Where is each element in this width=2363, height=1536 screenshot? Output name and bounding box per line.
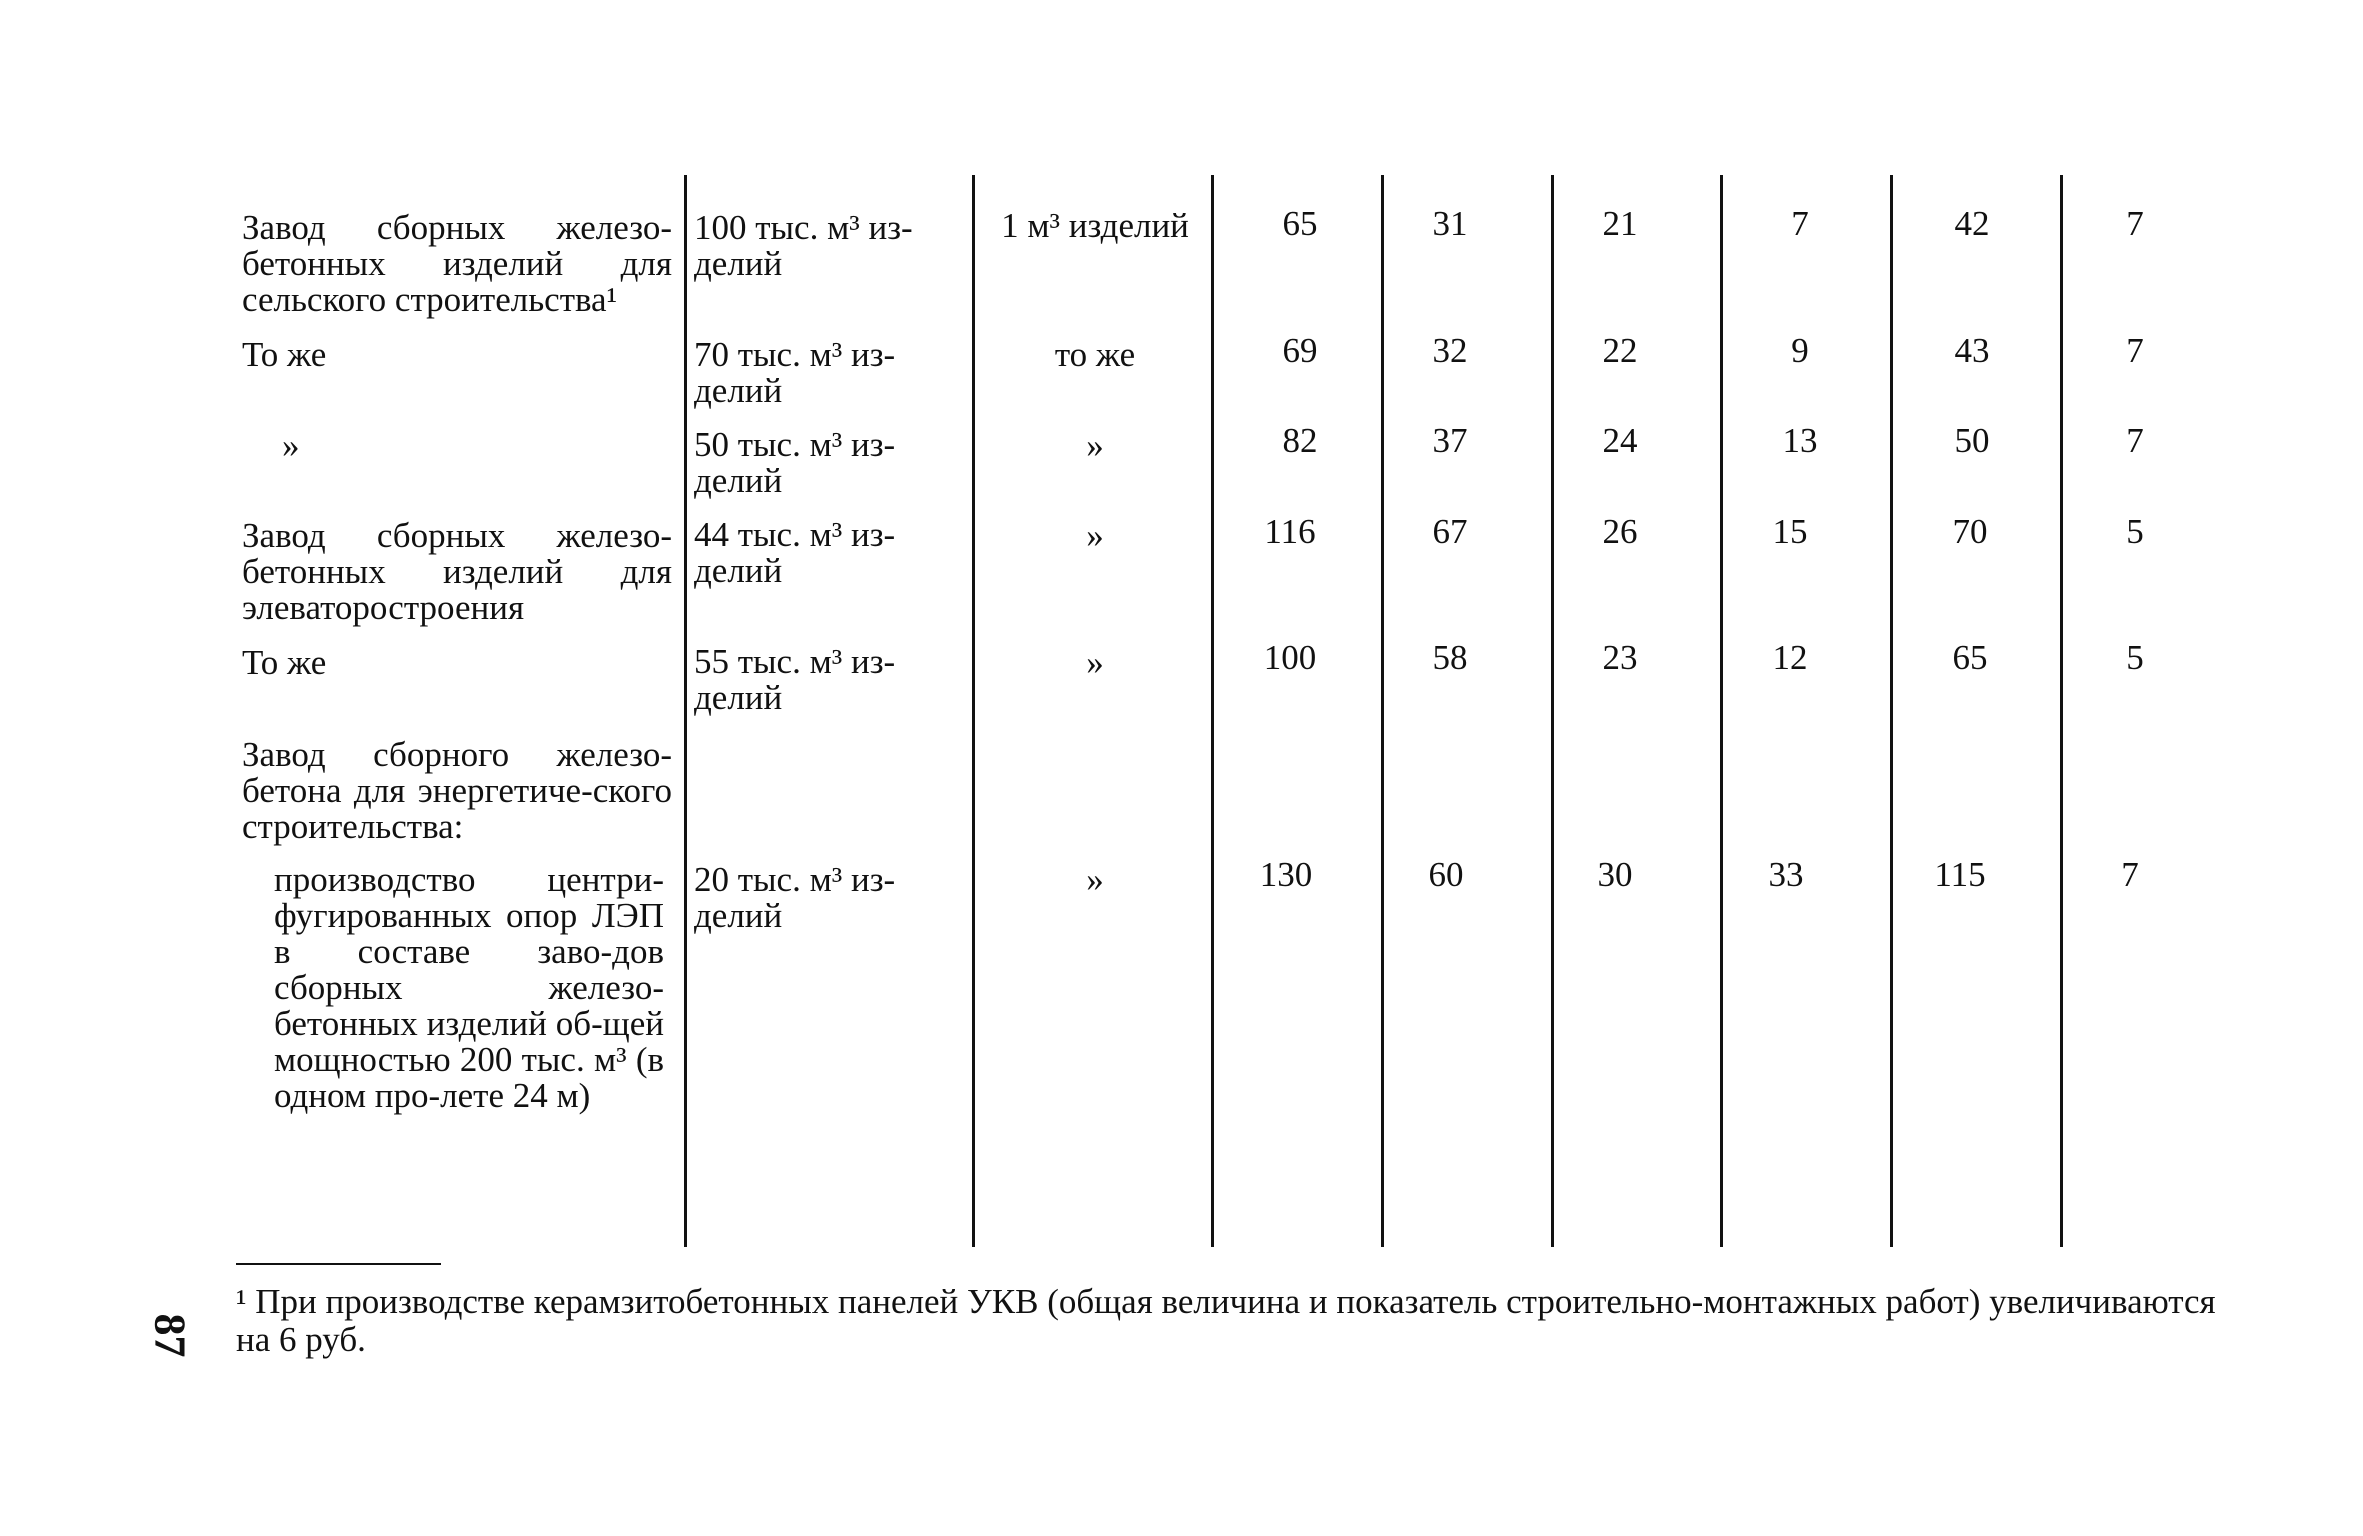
- row-value: 130: [1259, 855, 1313, 894]
- footnote-rule: [236, 1263, 441, 1265]
- row-value: 13: [1782, 421, 1818, 460]
- row-value: 9: [1791, 331, 1809, 370]
- row-value: 65: [1282, 204, 1318, 243]
- row-value: 26: [1602, 512, 1638, 551]
- row-value: 65: [1952, 638, 1988, 677]
- column-rule: [1211, 175, 1214, 1247]
- row-value: 7: [2126, 331, 2144, 370]
- column-rule: [1890, 175, 1893, 1247]
- row-value: 42: [1954, 204, 1990, 243]
- row-value: 82: [1282, 421, 1318, 460]
- row-unit: то же: [1054, 335, 1136, 374]
- row-capacity: 100 тыс. м³ из-делий: [694, 208, 913, 283]
- row-value: 37: [1432, 421, 1468, 460]
- row-unit: 1 м³ изделий: [1001, 206, 1189, 245]
- row-value: 58: [1432, 638, 1468, 677]
- row-description: Завод сборных железо-бетонных изделий для сельского строительства¹: [242, 208, 672, 319]
- row-value: 69: [1282, 331, 1318, 370]
- column-rule: [684, 175, 687, 1247]
- row-value: 7: [2121, 855, 2139, 894]
- row-value: 7: [1791, 204, 1809, 243]
- row-value: 31: [1432, 204, 1468, 243]
- row-capacity: 20 тыс. м³ из-делий: [694, 860, 896, 935]
- row-description: производство центри-фугированных опор ЛЭП в составе заво-дов сборных железо-бетонных изделий об-щей мощностью 200 тыс. м³ (в одном про-лете 24 м): [274, 860, 664, 1115]
- column-rule: [1720, 175, 1723, 1247]
- row-value: 30: [1597, 855, 1633, 894]
- section-heading: Завод сборного железо-бетона для энергетиче-ского строительства:: [242, 735, 672, 846]
- row-value: 12: [1772, 638, 1808, 677]
- row-value: 7: [2126, 204, 2144, 243]
- column-rule: [972, 175, 975, 1247]
- row-value: 43: [1954, 331, 1990, 370]
- column-rule: [1551, 175, 1554, 1247]
- row-value: 70: [1952, 512, 1988, 551]
- row-unit: »: [1086, 860, 1104, 899]
- row-value: 50: [1954, 421, 1990, 460]
- row-value: 115: [1934, 855, 1986, 894]
- page-number: 87: [145, 1313, 195, 1358]
- row-value: 23: [1602, 638, 1638, 677]
- row-description: То же: [242, 335, 327, 374]
- row-description: »: [282, 426, 300, 465]
- row-description: Завод сборных железо-бетонных изделий для элеваторостроения: [242, 516, 672, 627]
- row-value: 116: [1264, 512, 1316, 551]
- row-value: 60: [1428, 855, 1464, 894]
- column-rule: [1381, 175, 1384, 1247]
- row-unit: »: [1086, 426, 1104, 465]
- row-value: 15: [1772, 512, 1808, 551]
- row-value: 33: [1768, 855, 1804, 894]
- footnote: ¹ При производстве керамзитобетонных панелей УКВ (общая величина и показатель строительно-монтажных работ) увеличиваются на 6 руб.: [236, 1282, 2216, 1359]
- row-capacity: 44 тыс. м³ из-делий: [694, 515, 896, 590]
- row-value: 7: [2126, 421, 2144, 460]
- row-value: 67: [1432, 512, 1468, 551]
- row-value: 32: [1432, 331, 1468, 370]
- row-value: 22: [1602, 331, 1638, 370]
- row-value: 21: [1602, 204, 1638, 243]
- row-value: 5: [2126, 638, 2144, 677]
- row-value: 100: [1263, 638, 1317, 677]
- row-value: 24: [1602, 421, 1638, 460]
- row-unit: »: [1086, 516, 1104, 555]
- row-description: То же: [242, 643, 327, 682]
- row-capacity: 50 тыс. м³ из-делий: [694, 425, 896, 500]
- row-capacity: 55 тыс. м³ из-делий: [694, 642, 896, 717]
- row-capacity: 70 тыс. м³ из-делий: [694, 335, 896, 410]
- column-rule: [2060, 175, 2063, 1247]
- row-unit: »: [1086, 643, 1104, 682]
- row-value: 5: [2126, 512, 2144, 551]
